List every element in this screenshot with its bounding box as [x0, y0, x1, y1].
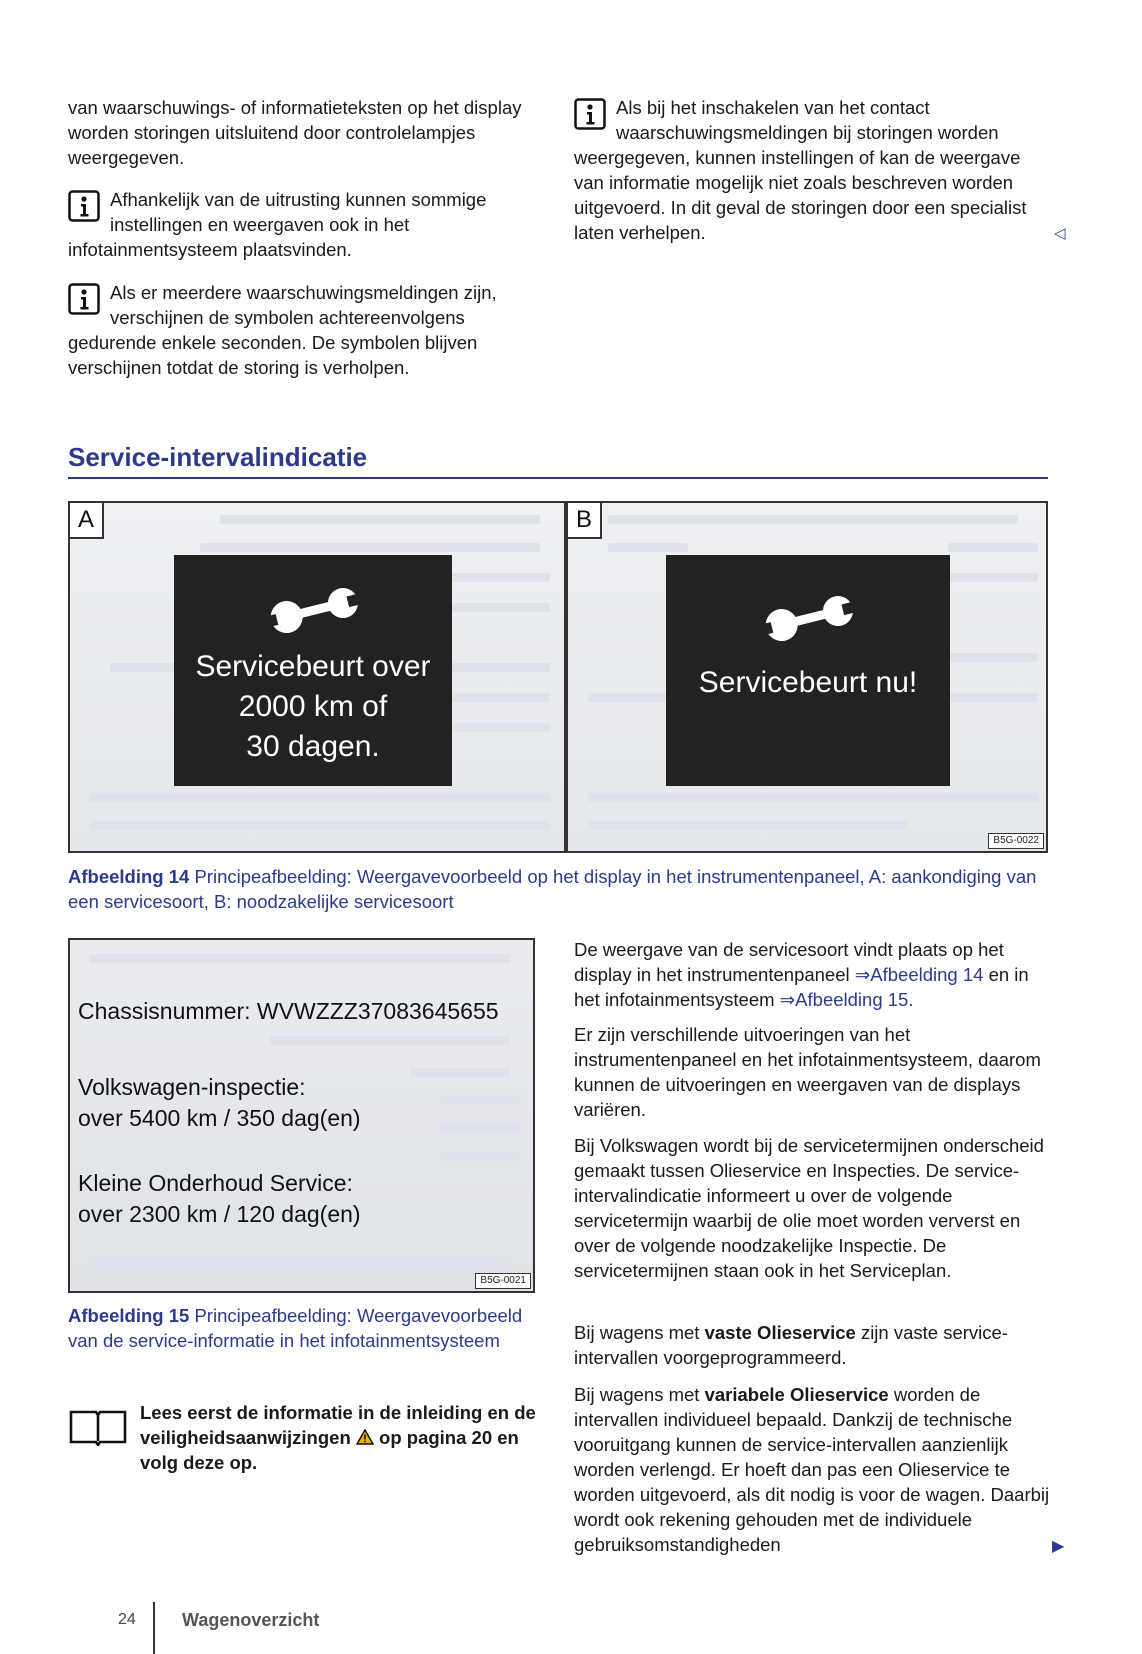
warning-triangle-icon: [356, 1427, 374, 1448]
figure14-caption: [68, 864, 1048, 914]
service-paragraph-3: [574, 1133, 1056, 1283]
info-icon: [68, 190, 100, 222]
info-icon: [574, 98, 606, 130]
figure14-panel-a: [68, 501, 566, 853]
service-p1-text-b: en in het infotainmentsysteem: [574, 964, 1029, 1010]
link-afbeelding-15[interactable]: ⇒Afbeelding 15.: [779, 989, 914, 1010]
figure15-panel: [68, 938, 535, 1293]
service-p4-bold: vaste Olieservice: [704, 1322, 856, 1343]
note-ignition-text: Als bij het inschakelen van het contact waarschuwingsmeldingen bij storingen worden weergegeven, kunnen instellingen of kan de weergave van informatie mogelijk niet zoals beschreven worden uitgevoerd. In dit geval de storingen door een specialist laten verhelpen.: [574, 97, 1027, 243]
service-p5-bold: variabele Olieservice: [704, 1384, 889, 1405]
wrench-icon: [743, 589, 873, 649]
service-paragraph-2: [574, 1022, 1056, 1122]
display-screen-a: [174, 555, 452, 786]
display-a-line3: 30 dagen.: [246, 730, 380, 763]
section-end-marker: ◁: [1054, 225, 1066, 242]
read-first-text-a: Lees eerst de informatie in de inleiding en de veiligheidsaanwijzingen: [140, 1402, 536, 1448]
service-p5-text-b: worden de intervallen individueel bepaald. Dankzij de technische vooruitgang kunnen de service-intervallen aanzienlijk worden verlengd. Er hoeft dan pas een Olieservice te worden uitgevoerd, als dit nodig is voor de wagen. Daarbij wordt ook rekening gehouden met de individuele gebruiksomstandigheden: [574, 1384, 1050, 1555]
figure15-caption-label: Afbeelding 15: [68, 1305, 190, 1326]
read-first-note: [68, 1400, 538, 1475]
inspection-value: over 5400 km / 350 dag(en): [78, 1105, 361, 1131]
intro-paragraph: [68, 95, 538, 170]
service-p4-text-a: Bij wagens met: [574, 1322, 700, 1343]
figure15-caption-text: Principeafbeelding: Weergavevoorbeeld van de service-informatie in het infotainmentsysteem: [68, 1305, 523, 1351]
inspection-title: Volkswagen-inspectie:: [78, 1074, 306, 1100]
figure14-caption-label: Afbeelding 14: [68, 866, 190, 887]
continue-arrow-icon[interactable]: ▶: [1052, 1538, 1065, 1555]
figure14-code: B5G-0022: [988, 833, 1044, 849]
wrench-icon: [248, 581, 378, 641]
page-number: 24: [118, 1611, 136, 1628]
display-a-line1: Servicebeurt over: [195, 650, 431, 683]
service-p2-text: Er zijn verschillende uitvoeringen van het instrumentenpaneel en het infotainmentsysteem, daarom kunnen de uitvoeringen en weergaven van de displays variëren.: [574, 1024, 1041, 1120]
intro-text: van waarschuwings- of informatieteksten op het display worden storingen uitsluitend door controlelampjes weergegeven.: [68, 97, 522, 168]
figure14-panel-b: [566, 501, 1048, 853]
small-service-title: Kleine Onderhoud Service:: [78, 1170, 353, 1196]
note-ignition: [574, 95, 1054, 245]
service-paragraph-4: [574, 1320, 1056, 1370]
chapter-title: Wagenoverzicht: [182, 1610, 320, 1630]
figure15-caption: [68, 1303, 538, 1353]
display-a-line2: 2000 km of: [238, 690, 388, 723]
note-infotainment-text: Afhankelijk van de uitrusting kunnen sommige instellingen en weergaven ook in het infotainmentsysteem plaatsvinden.: [68, 189, 487, 260]
note-multiple-warnings-text: Als er meerdere waarschuwingsmeldingen zijn, verschijnen de symbolen achtereenvolgens gedurende enkele seconden. De symbolen blijven verschijnen totdat de storing is verholpen.: [68, 282, 497, 378]
service-p4-text-b: zijn vaste service-intervallen voorgeprogrammeerd.: [574, 1322, 1008, 1368]
service-paragraph-1: [574, 937, 1056, 1012]
figure14-caption-text: Principeafbeelding: Weergavevoorbeeld op het display in het instrumentenpaneel, A: aankondiging van een servicesoort, B: noodzakelijke servicesoort: [68, 866, 1037, 912]
service-p5-text-a: Bij wagens met: [574, 1384, 700, 1405]
small-service-value: over 2300 km / 120 dag(en): [78, 1201, 361, 1227]
service-p3-text: Bij Volkswagen wordt bij de servicetermijnen onderscheid gemaakt tussen Olieservice en Inspecties. De service-intervalindicatie informeert u over de volgende servicetermijn waarbij de olie moet worden ververst en over de volgende noodzakelijke Inspectie. De servicetermijnen staan ook in het Serviceplan.: [574, 1135, 1044, 1281]
service-p1-text: De weergave van de servicesoort vindt plaats op het display in het instrumentenpaneel: [574, 939, 1004, 985]
note-infotainment: [68, 187, 538, 262]
figure15-code: B5G-0021: [475, 1273, 531, 1289]
info-icon: [68, 283, 100, 315]
footer-divider: [153, 1602, 155, 1654]
chassis-number: Chassisnummer: WVWZZZ37083645655: [78, 998, 499, 1024]
figure14-label-a: A: [70, 503, 104, 539]
note-multiple-warnings: [68, 280, 538, 380]
display-b-text: Servicebeurt nu!: [698, 666, 918, 699]
book-icon: [68, 1408, 128, 1452]
section-divider: [68, 477, 1048, 479]
service-paragraph-5: [574, 1382, 1056, 1557]
link-afbeelding-14[interactable]: ⇒Afbeelding 14: [854, 964, 984, 985]
figure14-label-b: B: [568, 503, 602, 539]
read-first-text-b: op pagina 20 en volg deze op.: [140, 1427, 519, 1473]
display-screen-b: [666, 555, 950, 786]
section-title: Service-intervalindicatie: [68, 442, 368, 472]
